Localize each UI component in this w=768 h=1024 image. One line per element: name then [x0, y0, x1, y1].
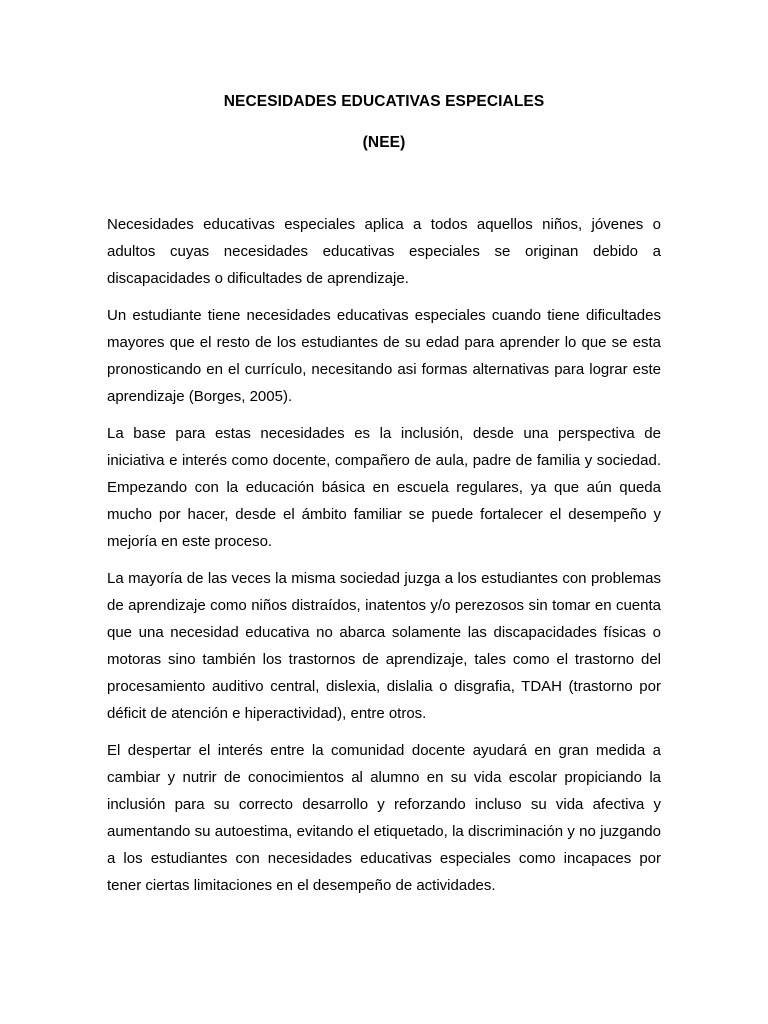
- paragraph-3: La base para estas necesidades es la inclusión, desde una perspectiva de iniciativa e interés como docente, compañero de aula, padre de familia y sociedad. Empezando con la educación básica en escuela regulares, ya que aún queda mucho por hacer, desde el ámbito familiar se puede fortalecer el desempeño y mejoría en este proceso.: [107, 425, 661, 550]
- paragraph-4: La mayoría de las veces la misma sociedad juzga a los estudiantes con problemas de aprendizaje como niños distraídos, inatentos y/o perezosos sin tomar en cuenta que una necesidad educativa no abarca solamente las discapacidades físicas o motoras sino también los trastornos de aprendizaje, tales como el trastorno del procesamiento auditivo central, dislexia, dislalia o disgrafia, TDAH (trastorno por déficit de atención e hiperactividad), entre otros.: [107, 570, 661, 722]
- paragraph-2: Un estudiante tiene necesidades educativas especiales cuando tiene dificultades mayores que el resto de los estudiantes de su edad para aprender lo que se esta pronosticando en el currículo, necesitando asi formas alternativas para lograr este aprendizaje (Borges, 2005).: [107, 307, 661, 405]
- document-subtitle: (NEE): [362, 134, 406, 151]
- document-title: NECESIDADES EDUCATIVAS ESPECIALES: [223, 93, 545, 110]
- paragraph-1: Necesidades educativas especiales aplica a todos aquellos niños, jóvenes o adultos cuyas necesidades educativas especiales se originan debido a discapacidades o dificultades de aprendizaje.: [107, 216, 661, 287]
- document-body: [107, 211, 661, 909]
- paragraph-5: El despertar el interés entre la comunidad docente ayudará en gran medida a cambiar y nutrir de conocimientos al alumno en su vida escolar propiciando la inclusión para su correcto desarrollo y reforzando incluso su vida afectiva y aumentando su autoestima, evitando el etiquetado, la discriminación y no juzgando a los estudiantes con necesidades educativas especiales como incapaces por tener ciertas limitaciones en el desempeño de actividades.: [107, 742, 661, 894]
